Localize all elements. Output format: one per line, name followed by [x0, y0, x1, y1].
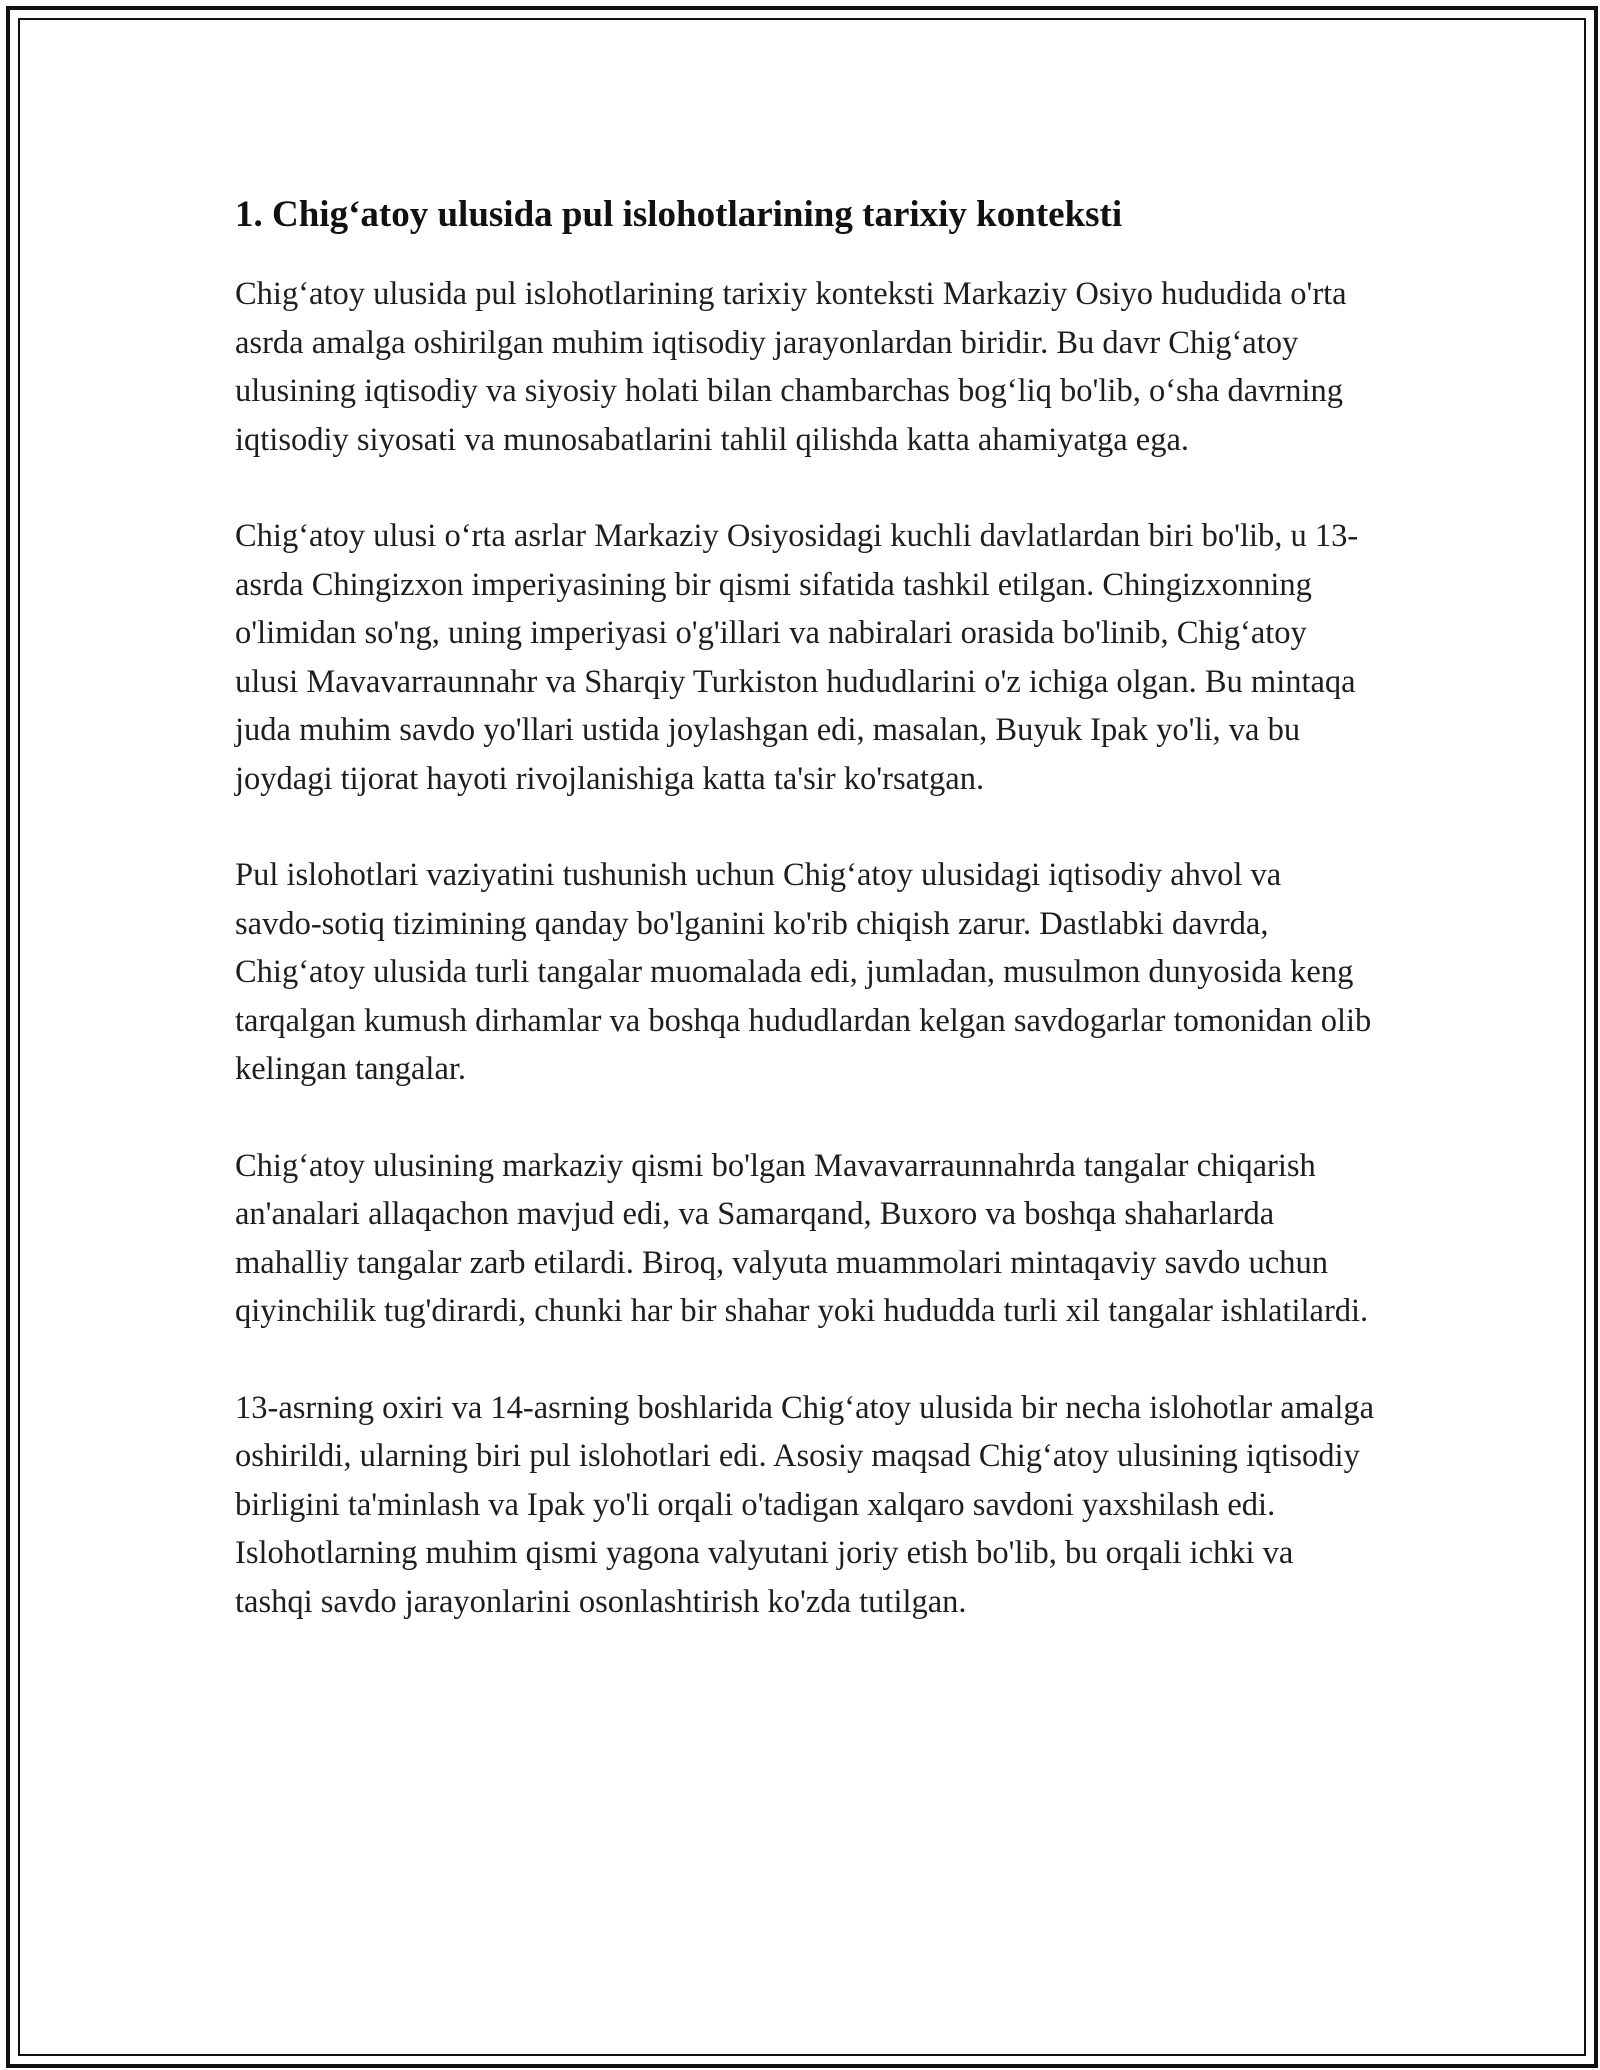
paragraph-3: Pul islohotlari vaziyatini tushunish uchun Chig‘atoy ulusidagi iqtisodiy ahvol va savdo-sotiq tizimining qanday bo'lganini ko'rib chiqish zarur. Dastlabki davrda, Chig‘atoy ulusida turli tangalar muomalada edi, jumladan, musulmon dunyosida keng tarqalgan kumush dirhamlar va boshqa hududlardan kelgan savdogarlar tomonidan olib kelingan tangalar.	[235, 857, 1372, 1087]
paragraph-5: 13-asrning oxiri va 14-asrning boshlarida Chig‘atoy ulusida bir necha islohotlar amalga oshirildi, ularning biri pul islohotlari edi. Asosiy maqsad Chig‘atoy ulusining iqtisodiy birligini ta'minlash va Ipak yo'li orqali o'tadigan xalqaro savdoni yaxshilash edi. Islohotlarning muhim qismi yagona valyutani joriy etish bo'lib, bu orqali ichki va tashqi savdo jarayonlarini osonlashtirish ko'zda tutilgan.	[235, 1389, 1375, 1620]
section-heading: 1. Chig‘atoy ulusida pul islohotlarining tarixiy konteksti	[235, 194, 1123, 235]
paragraph-4: Chig‘atoy ulusining markaziy qismi bo'lgan Mavavarraunnahrda tangalar chiqarish an'analari allaqachon mavjud edi, va Samarqand, Buxoro va boshqa shaharlarda mahalliy tangalar zarb etilardi. Biroq, valyuta muammolari mintaqaviy savdo uchun qiyinchilik tug'dirardi, chunki har bir shahar yoki hududda turli xil tangalar ishlatilardi.	[235, 1147, 1369, 1329]
paragraph-1: Chig‘atoy ulusida pul islohotlarining tarixiy konteksti Markaziy Osiyo hududida o'rta asrda amalga oshirilgan muhim iqtisodiy jarayonlardan biridir. Bu davr Chig‘atoy ulusining iqtisodiy va siyosiy holati bilan chambarchas bog‘liq bo'lib, o‘sha davrning iqtisodiy siyosati va munosabatlarini tahlil qilishda katta ahamiyatga ega.	[235, 276, 1347, 458]
document-body	[235, 188, 1375, 1674]
paragraph-2: Chig‘atoy ulusi o‘rta asrlar Markaziy Osiyosidagi kuchli davlatlardan biri bo'lib, u 13-asrda Chingizxon imperiyasining bir qismi sifatida tashkil etilgan. Chingizxonning o'limidan so'ng, uning imperiyasi o'g'illari va nabiralari orasida bo'linib, Chig‘atoy ulusi Mavavarraunnahr va Sharqiy Turkiston hududlarini o'z ichiga olgan. Bu mintaqa juda muhim savdo yo'llari ustida joylashgan edi, masalan, Buyuk Ipak yo'li, va bu joydagi tijorat hayoti rivojlanishiga katta ta'sir ko'rsatgan.	[235, 518, 1359, 797]
